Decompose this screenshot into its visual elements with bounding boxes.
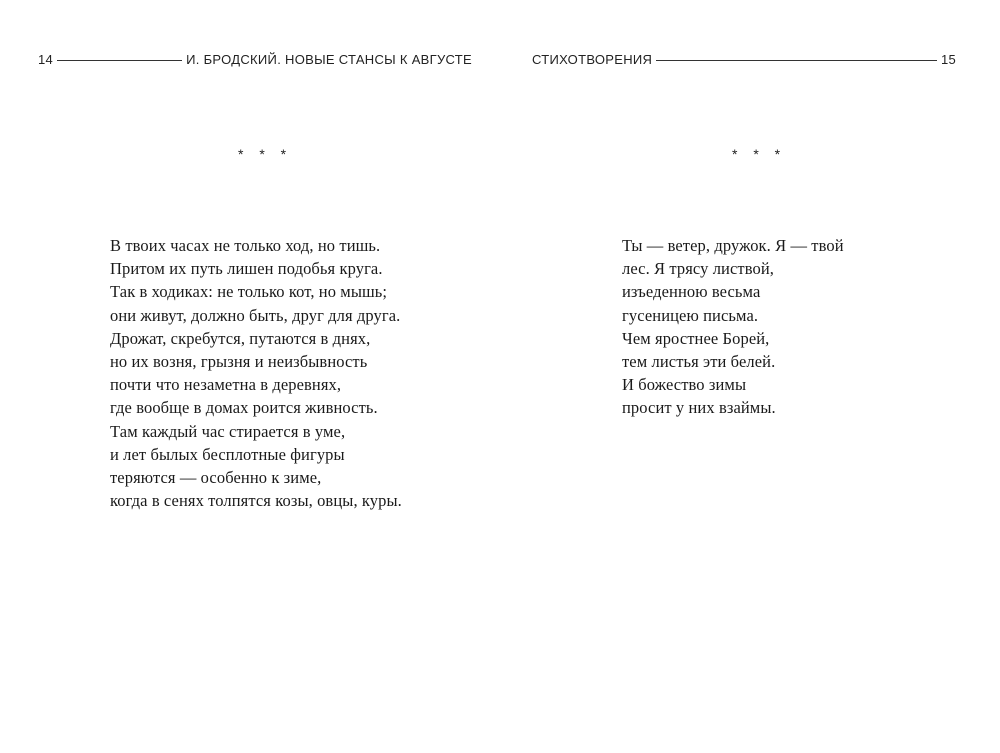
poem-line: И божество зимы	[622, 375, 747, 395]
poem	[622, 234, 844, 420]
poem-line: теряются — особенно к зиме,	[110, 468, 322, 488]
poem-line: когда в сенях толпятся козы, овцы, куры.	[110, 491, 402, 511]
poem-separator: * * *	[238, 146, 293, 162]
poem-line: они живут, должно быть, друг для друга.	[110, 305, 401, 325]
poem-line: где вообще в домах роится живность.	[110, 398, 378, 418]
header-title: СТИХОТВОРЕНИЯ	[532, 52, 653, 67]
poem-line: Дрожат, скребутся, путаются в днях,	[110, 328, 371, 348]
header-title: И. БРОДСКИЙ. НОВЫЕ СТАНСЫ К АВГУСТЕ	[186, 52, 472, 67]
page-number: 14	[38, 52, 54, 67]
poem-line: Так в ходиках: не только кот, но мышь;	[110, 282, 388, 302]
page-number: 15	[940, 52, 956, 67]
poem-line: тем листья эти белей.	[622, 352, 776, 372]
poem-line: Притом их путь лишен подобья круга.	[110, 259, 383, 279]
header-rule	[656, 60, 937, 61]
poem-line: но их возня, грызня и неизбывность	[110, 352, 368, 372]
poem-line: Там каждый час стирается в уме,	[110, 421, 346, 441]
poem-line: лес. Я трясу листвой,	[622, 259, 774, 279]
poem-line: почти что незаметна в деревнях,	[110, 375, 342, 395]
poem-line: просит у них взаймы.	[622, 398, 776, 418]
running-header	[38, 52, 472, 67]
running-header	[532, 52, 956, 67]
poem-line: изъеденною весьма	[622, 282, 761, 302]
poem-line: и лет былых бесплотные фигуры	[110, 444, 345, 464]
poem-line: Ты — ветер, дружок. Я — твой	[622, 236, 844, 255]
poem-line: Чем яростнее Борей,	[622, 328, 770, 348]
right-page	[500, 0, 1000, 753]
poem-line: В твоих часах не только ход, но тишь.	[110, 236, 381, 255]
poem-separator: * * *	[732, 146, 787, 162]
poem	[110, 234, 402, 512]
header-rule	[57, 60, 182, 61]
poem-line: гусеницею письма.	[622, 305, 759, 325]
